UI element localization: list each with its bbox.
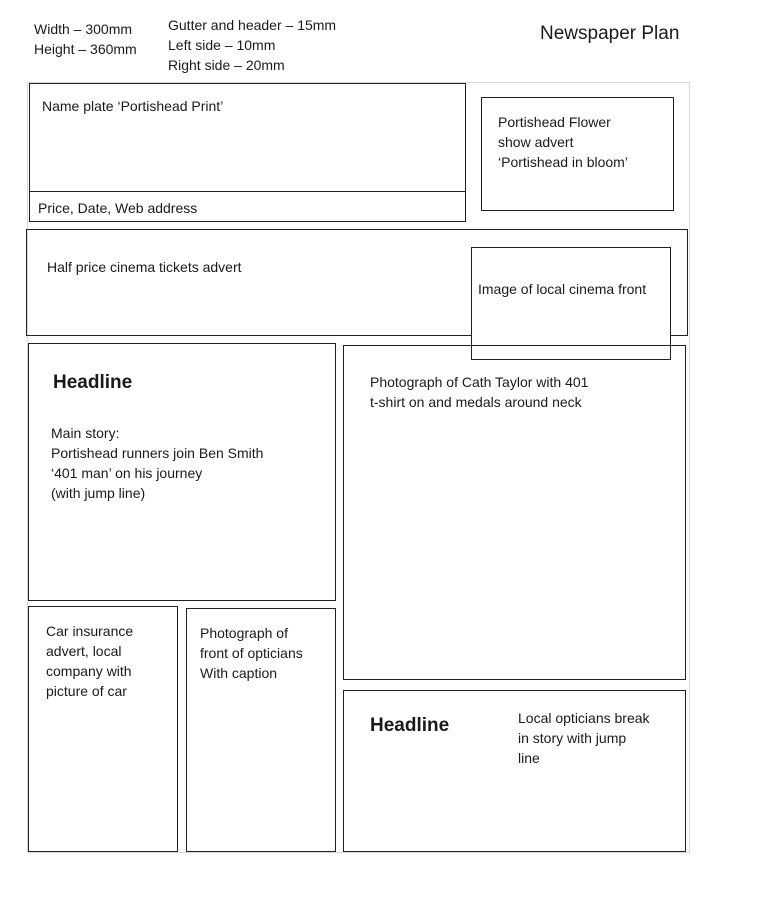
cinema-advert-label: Half price cinema tickets advert xyxy=(47,259,242,275)
price-date-web-label: Price, Date, Web address xyxy=(38,200,198,216)
main-story-text: Main story: Portishead runners join Ben Smith ‘401 man’ on his journey (with jump line) xyxy=(51,425,264,501)
nameplate-label: Name plate ‘Portishead Print’ xyxy=(42,98,224,114)
opticians-photo-label: Photograph of front of opticians With caption xyxy=(200,625,303,681)
car-advert-label: Car insurance advert, local company with picture of car xyxy=(46,623,134,699)
opticians-headline: Headline xyxy=(370,715,450,736)
flower-advert-label: Portishead Flower show advert ‘Portishead in bloom’ xyxy=(498,114,628,170)
page-dimensions-note: Width – 300mm Height – 360mm xyxy=(34,21,137,57)
cinema-image-label: Image of local cinema front xyxy=(478,281,647,297)
photo-cath-label: Photograph of Cath Taylor with 401 t-shirt on and medals around neck xyxy=(370,374,589,410)
margins-note: Gutter and header – 15mm Left side – 10mm Right side – 20mm xyxy=(168,17,337,73)
cinema-image-box xyxy=(471,247,671,360)
main-headline: Headline xyxy=(53,372,133,393)
nameplate-divider xyxy=(30,191,466,192)
plan-title: Newspaper Plan xyxy=(540,23,680,44)
opticians-story-text: Local opticians break in story with jump line xyxy=(518,710,650,766)
